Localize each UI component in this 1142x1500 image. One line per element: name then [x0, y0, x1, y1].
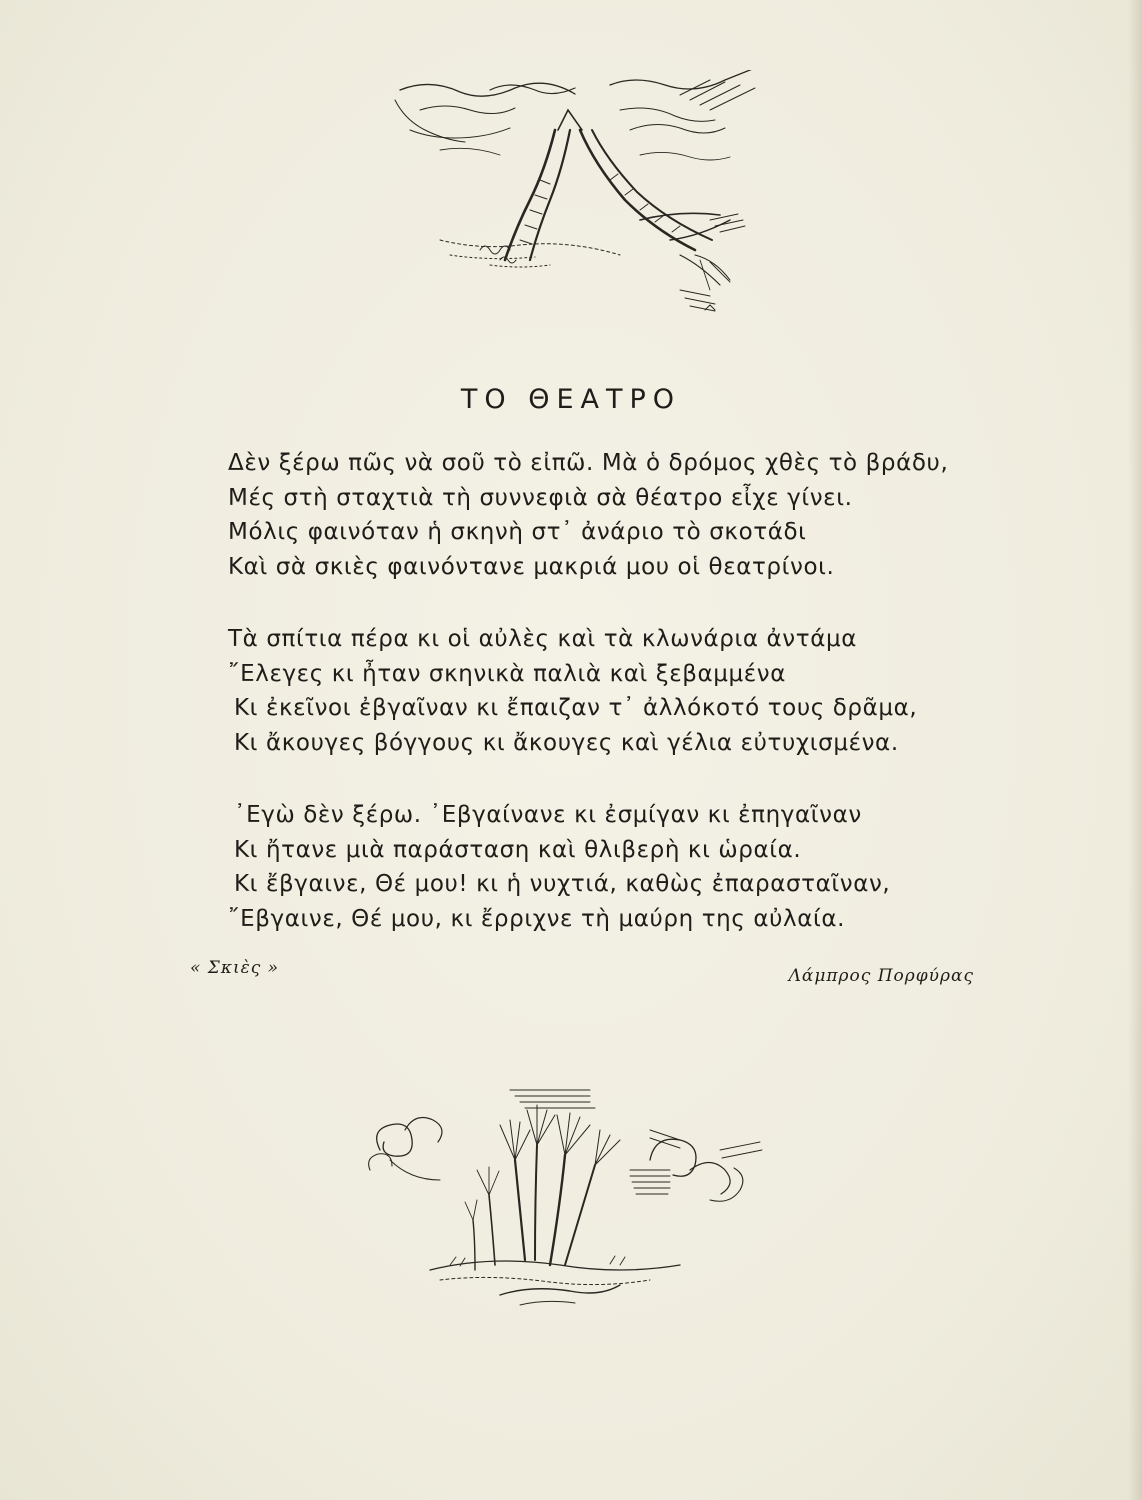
poem-line: Κι ἐκεῖνοι ἐβγαῖναν κι ἔπαιζαν τ᾿ ἀλλόκοτό τους δρᾶμα, [234, 695, 918, 721]
poem-line: ᾿Εγὼ δὲν ξέρω. ᾿Εβγαίνανε κι ἐσμίγαν κι ἐπηγαῖναν [234, 802, 862, 828]
poem-line: Μές στὴ σταχτιὰ τὴ συννεφιὰ σὰ θέατρο εἶχε γίνει. [228, 484, 853, 511]
bottom-trees-illustration [350, 1060, 800, 1320]
bottom-trees-drawing [350, 1060, 800, 1320]
poem-line: Κι ἤτανε μιὰ παράσταση καὶ θλιβερὴ κι ὡραία. [234, 836, 802, 863]
poem-line: Μόλις φαινόταν ἡ σκηνὴ στ᾿ ἀνάριο τὸ σκοτάδι [228, 519, 807, 545]
top-tree-drawing [380, 70, 780, 330]
source-collection: « Σκιὲς » [190, 958, 280, 978]
poem-line: Καὶ σὰ σκιὲς φαινόντανε μακριά μου οἱ θεατρίνοι. [228, 553, 835, 580]
author-name: Λάμπρος Πορφύρας [788, 966, 974, 986]
poem-line: Κι ἔβγαινε, Θέ μου! κι ἡ νυχτιά, καθὼς ἐπαρασταῖναν, [234, 871, 891, 897]
top-tree-illustration [380, 70, 780, 330]
stanza-1 [220, 446, 980, 584]
page-edge-shadow [1128, 0, 1142, 1500]
poem-line: Τὰ σπίτια πέρα κι οἱ αὐλὲς καὶ τὰ κλωνάρια ἀντάμα [228, 626, 857, 652]
poem-line: Κι ἄκουγες βόγγους κι ἄκουγες καὶ γέλια εὐτυχισμένα. [234, 729, 899, 756]
poem-line: Δὲν ξέρω πῶς νὰ σοῦ τὸ εἰπῶ. Μὰ ὁ δρόμος χθὲς τὸ βράδυ, [228, 450, 949, 476]
stanza-2 [220, 622, 980, 760]
stanza-3 [220, 798, 980, 936]
poem-title: ΤΟ ΘΕΑΤΡΟ [460, 384, 682, 415]
poem-line: ῎Εβγαινε, Θέ μου, κι ἔρριχνε τὴ μαύρη της αὐλαία. [228, 905, 846, 932]
poem-line: ῎Ελεγες κι ἦταν σκηνικὰ παλιὰ καὶ ξεβαμμένα [228, 660, 786, 687]
